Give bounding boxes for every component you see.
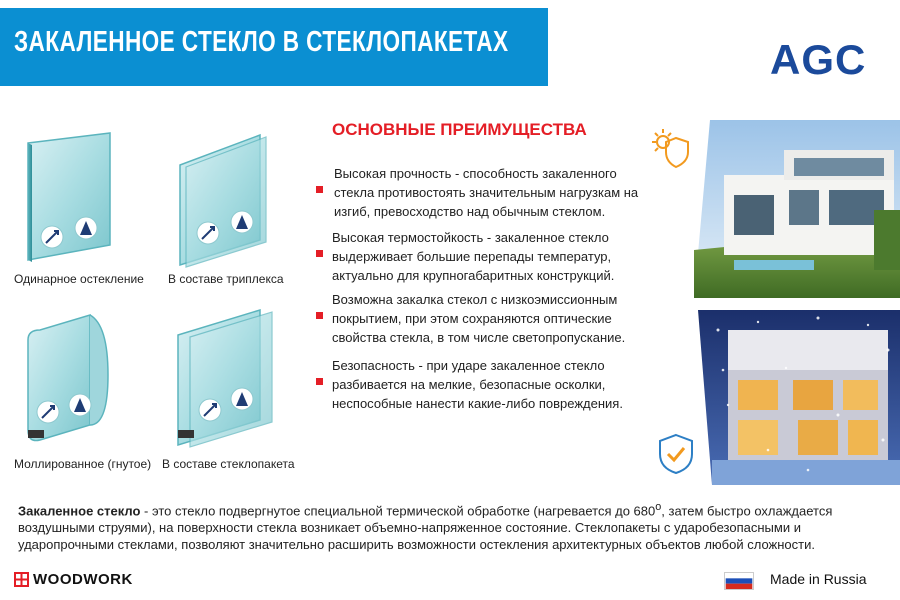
woodwork-brand: WOODWORK bbox=[33, 571, 133, 588]
advantage-text-thermal: Высокая термостойкость - закаленное стекло выдерживает большие перепады температур, актуально для крупногабаритных конструкций. bbox=[332, 230, 615, 283]
bent-glass-icon bbox=[28, 315, 108, 441]
advantage-text-safety: Безопасность - при ударе закаленное стекло разбивается на мелкие, безопасные осколки, неспособные нанести какие-либо повреждения. bbox=[332, 358, 623, 411]
description-term: Закаленное стекло bbox=[18, 503, 141, 519]
advantage-text-lowe: Возможна закалка стекол с низкоэмиссионным покрытием, при этом сохраняются оптические свойства стекла, в том числе светопропускание. bbox=[332, 292, 626, 345]
glass-illustrations bbox=[10, 125, 310, 475]
russia-flag-icon bbox=[724, 572, 754, 590]
description-text bbox=[18, 499, 884, 553]
glass-label-unit: В составе стеклопакета bbox=[162, 457, 295, 471]
advantage-bullet bbox=[316, 186, 323, 193]
advantages-title: ОСНОВНЫЕ ПРЕИМУЩЕСТВА bbox=[332, 120, 587, 139]
page-title: ЗАКАЛЕННОЕ СТЕКЛО В СТЕКЛОПАКЕТАХ bbox=[14, 26, 509, 58]
glass-label-bent: Моллированное (гнутое) bbox=[14, 457, 152, 471]
woodwork-window-icon bbox=[14, 572, 29, 587]
advantage-text-strength: Высокая прочность - способность закаленного стекла противостоять значительным нагрузкам на изгиб, превосходство над обычным стеклом. bbox=[334, 166, 639, 219]
single-glass-icon bbox=[28, 133, 110, 262]
header-bar bbox=[0, 8, 548, 86]
house-photo-night bbox=[698, 310, 900, 485]
glazing-unit-icon bbox=[178, 310, 272, 447]
description-part-1: - это стекло подвергнутое специальной термической обработке (нагревается до 680 bbox=[140, 503, 656, 519]
advantage-bullet bbox=[316, 250, 323, 257]
glass-label-single: Одинарное остекление bbox=[14, 272, 144, 286]
description-part-2: , затем быстро охлаждается воздушными струями), на поверхности стекла возникает объемно-напряженное состояние. Стеклопакеты с ударобезопасными и ударопрочными стеклами, позволяют значительно расширить возможности остекления архитектурных объектов любой сложности. bbox=[18, 503, 833, 553]
agc-logo: AGC bbox=[770, 36, 867, 83]
sun-shield-icon bbox=[648, 124, 694, 170]
description-degree: o bbox=[655, 501, 662, 513]
made-in-russia: Made in Russia bbox=[770, 571, 867, 587]
triplex-glass-icon bbox=[180, 135, 266, 267]
check-shield-icon bbox=[656, 432, 696, 476]
woodwork-logo bbox=[14, 571, 133, 588]
glass-label-triplex: В составе триплекса bbox=[168, 272, 284, 286]
house-photo-day bbox=[694, 120, 900, 298]
advantage-bullet bbox=[316, 378, 323, 385]
advantage-bullet bbox=[316, 312, 323, 319]
